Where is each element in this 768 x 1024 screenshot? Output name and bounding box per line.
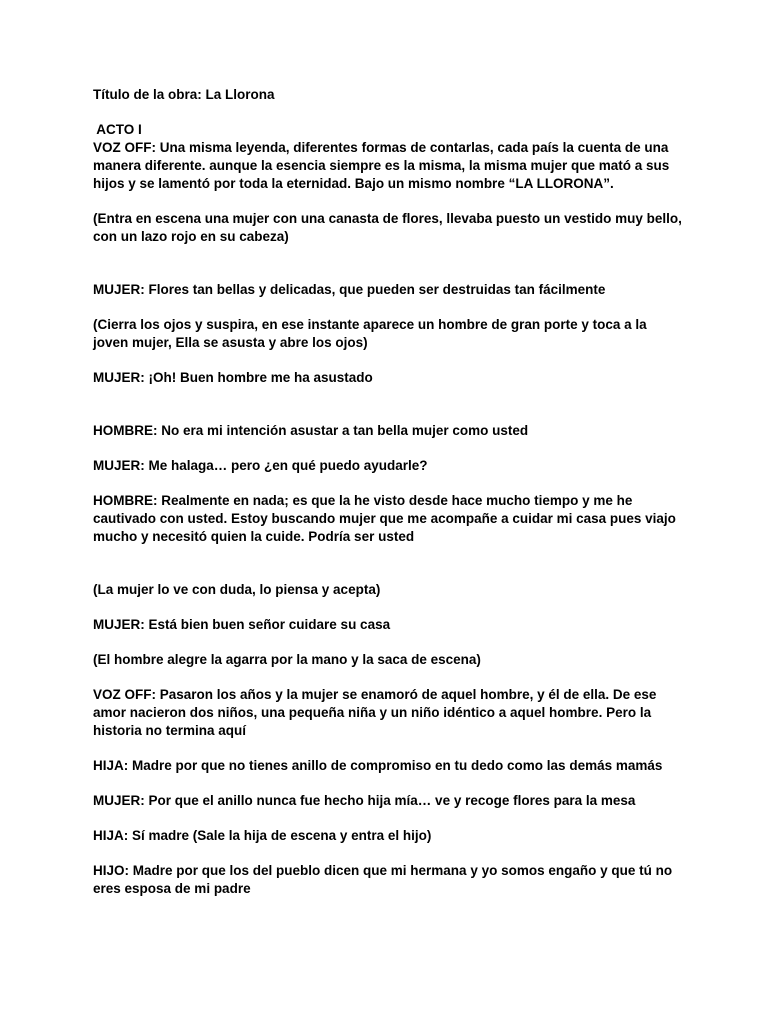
spacer xyxy=(93,104,683,121)
paragraph-stage-direction-2: (Cierra los ojos y suspira, en ese instante aparece un hombre de gran porte y toca a la joven mujer, Ella se asusta y abre los ojos) xyxy=(93,317,647,350)
paragraph-mujer-2: MUJER: ¡Oh! Buen hombre me ha asustado xyxy=(93,370,373,385)
paragraph-stage-direction-1: (Entra en escena una mujer con una canasta de flores, llevaba puesto un vestido muy bello, con un lazo rojo en su cabeza) xyxy=(93,211,682,244)
spacer xyxy=(93,845,683,862)
paragraph-stage-direction-3: (La mujer lo ve con duda, lo piensa y acepta) xyxy=(93,582,381,597)
spacer xyxy=(93,775,683,792)
spacer xyxy=(93,246,683,281)
paragraph-mujer-4: MUJER: Está bien buen señor cuidare su casa xyxy=(93,617,391,632)
spacer xyxy=(93,440,683,457)
spacer xyxy=(93,387,683,422)
spacer xyxy=(93,193,683,210)
paragraph-mujer-1: MUJER: Flores tan bellas y delicadas, que pueden ser destruidas tan fácilmente xyxy=(93,282,606,297)
paragraph-mujer-3: MUJER: Me halaga… pero ¿en qué puedo ayudarle? xyxy=(93,458,428,473)
document-page xyxy=(93,86,683,898)
spacer xyxy=(93,599,683,616)
paragraph-stage-direction-4: (El hombre alegre la agarra por la mano y la saca de escena) xyxy=(93,652,481,667)
paragraph-hijo-1: HIJO: Madre por que los del pueblo dicen que mi hermana y yo somos engaño y que tú no eres esposa de mi padre xyxy=(93,863,673,896)
spacer xyxy=(93,634,683,651)
spacer xyxy=(93,475,683,492)
document-title: Título de la obra: La Llorona xyxy=(93,87,275,102)
spacer xyxy=(93,669,683,686)
spacer xyxy=(93,740,683,757)
spacer xyxy=(93,352,683,369)
act-heading: ACTO I xyxy=(93,122,142,137)
paragraph-hombre-1: HOMBRE: No era mi intención asustar a tan bella mujer como usted xyxy=(93,423,529,438)
paragraph-mujer-5: MUJER: Por que el anillo nunca fue hecho hija mía… ve y recoge flores para la mesa xyxy=(93,793,636,808)
paragraph-hombre-2: HOMBRE: Realmente en nada; es que la he visto desde hace mucho tiempo y me he cautivado con usted. Estoy buscando mujer que me acompañe a cuidar mi casa pues viajo mucho y necesitó quien la cuide. Podría ser usted xyxy=(93,493,676,544)
spacer xyxy=(93,810,683,827)
paragraph-hija-1: HIJA: Madre por que no tienes anillo de compromiso en tu dedo como las demás mamás xyxy=(93,758,663,773)
paragraph-voz-off-2: VOZ OFF: Pasaron los años y la mujer se enamoró de aquel hombre, y él de ella. De ese amor nacieron dos niños, una pequeña niña y un niño idéntico a aquel hombre. Pero la historia no termina aquí xyxy=(93,687,657,738)
paragraph-voz-off-1: VOZ OFF: Una misma leyenda, diferentes formas de contarlas, cada país la cuenta de una manera diferente. aunque la esencia siempre es la misma, la misma mujer que mató a sus hijos y se lamentó por toda la eternidad. Bajo un mismo nombre “LA LLORONA”. xyxy=(93,140,670,191)
spacer xyxy=(93,546,683,581)
paragraph-hija-2: HIJA: Sí madre (Sale la hija de escena y entra el hijo) xyxy=(93,828,432,843)
spacer xyxy=(93,299,683,316)
